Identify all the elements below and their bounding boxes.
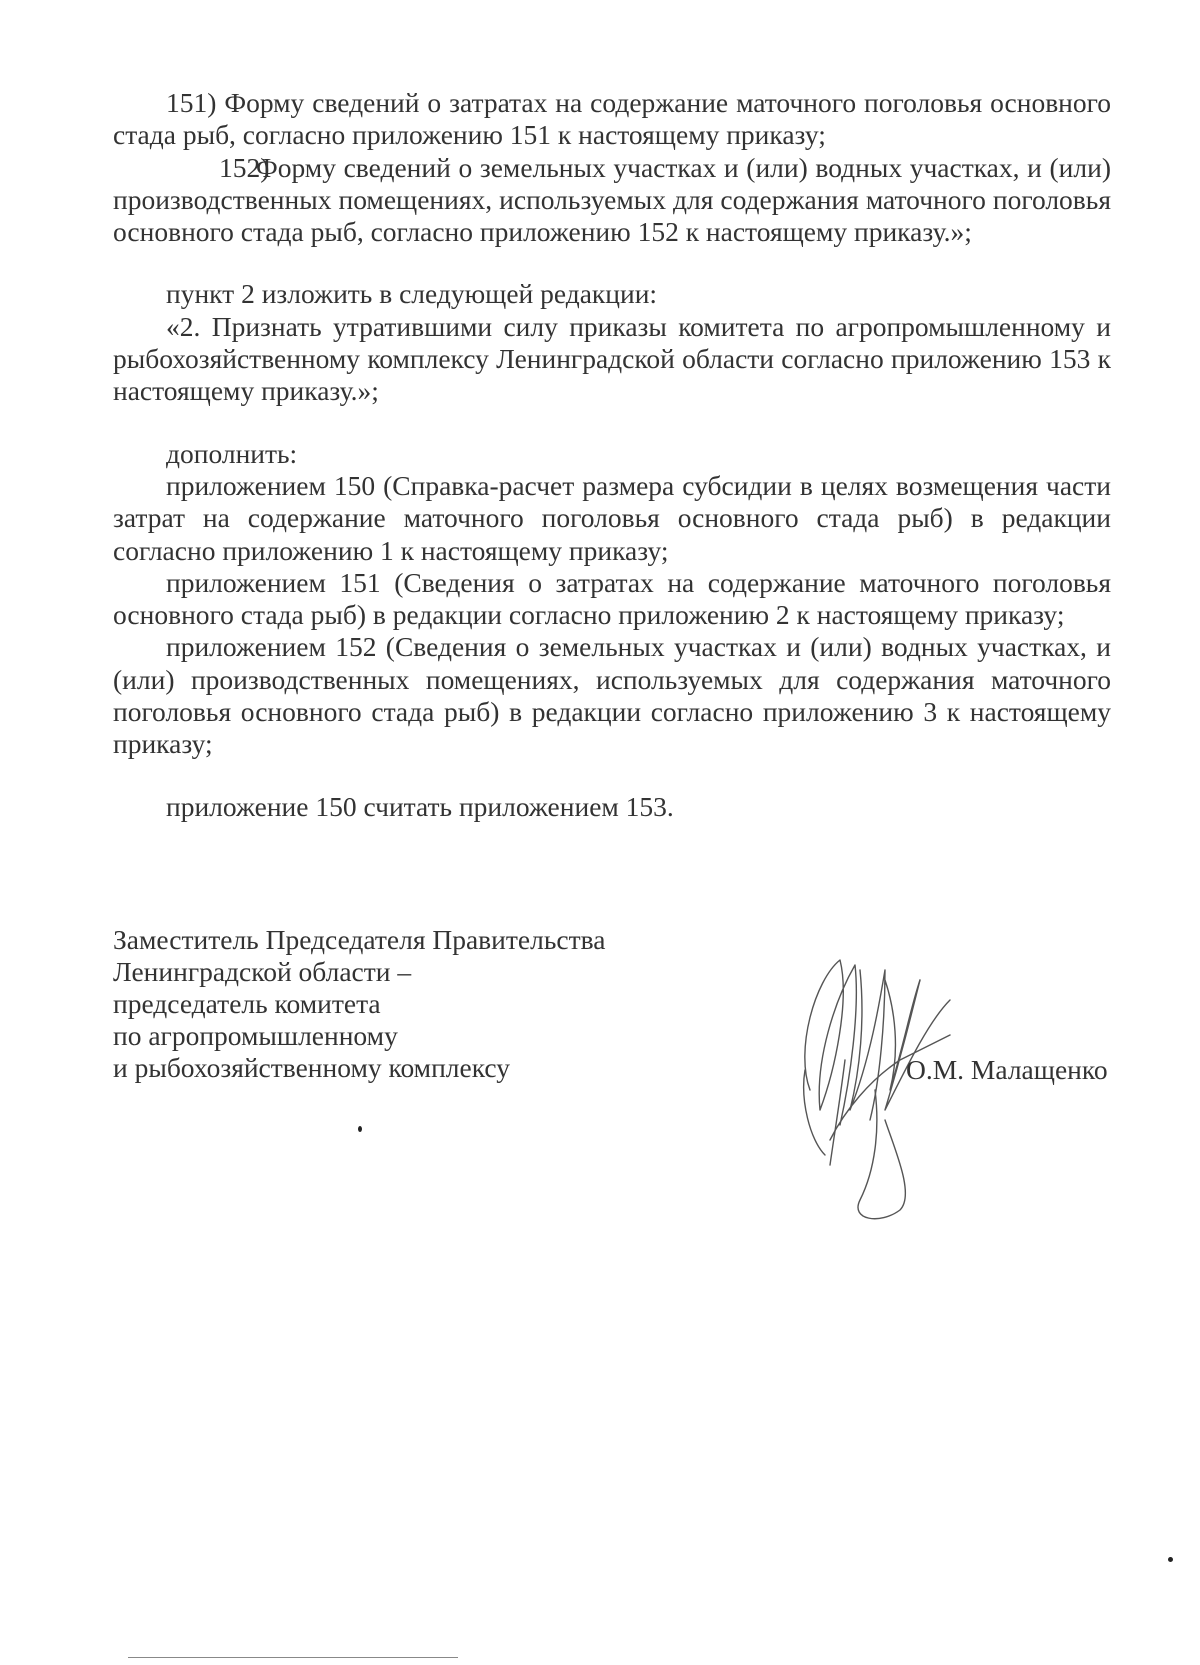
signatory-title-line: по агропромышленному xyxy=(113,1020,398,1051)
paragraph-152-text: Форму сведений о земельных участках и (или) водных участках, и (или) производственных помещениях, используемых для содержания маточного поголовья основного стада рыб, согласно приложению 152 к настоящему приказу.»; xyxy=(113,151,1111,248)
paragraph-152-number: 152) xyxy=(219,151,270,183)
document-body xyxy=(113,87,1111,823)
renumber-paragraph: приложение 150 считать приложением 153. xyxy=(166,790,674,822)
paragraph-gap xyxy=(113,761,1111,791)
dopolnit-intro: дополнить: xyxy=(166,437,298,469)
paragraph-gap xyxy=(113,408,1111,438)
paragraph-gap xyxy=(113,248,1111,278)
signer-name: О.М. Малащенко xyxy=(906,1054,1108,1085)
scan-speck xyxy=(1168,1557,1173,1562)
paragraph-151: 151) Форму сведений о затратах на содержание маточного поголовья основного стада рыб, согласно приложению 151 к настоящему приказу; xyxy=(113,87,1111,151)
signatory-title-block xyxy=(113,924,605,1084)
scan-edge-line xyxy=(128,1657,458,1658)
appendix-150-paragraph: приложением 150 (Справка-расчет размера субсидии в целях возмещения части затрат на содержание маточного поголовья основного стада рыб) в редакции согласно приложению 1 к настоящему приказу; xyxy=(113,469,1111,566)
signatory-title-line: Заместитель Председателя Правительства xyxy=(113,924,606,955)
signatory-title-line: Ленинградской области – xyxy=(113,956,412,987)
scan-speck xyxy=(358,1126,362,1132)
signatory-title-line: председатель комитета xyxy=(113,988,381,1019)
punkt2-intro: пункт 2 изложить в следующей редакции: xyxy=(166,278,658,310)
paragraph-152 xyxy=(113,152,1111,249)
signatory-title-line: и рыбохозяйственному комплексу xyxy=(113,1052,511,1083)
appendix-152-paragraph: приложением 152 (Сведения о земельных участках и (или) водных участках, и (или) производственных помещениях, используемых для содержания маточного поголовья основного стада рыб) в редакции согласно приложению 3 к настоящему приказу; xyxy=(113,631,1111,760)
appendix-151-paragraph: приложением 151 (Сведения о затратах на содержание маточного поголовья основного стада рыб) в редакции согласно приложению 2 к настоящему приказу; xyxy=(113,566,1111,631)
punkt2-text: «2. Признать утратившими силу приказы комитета по агропромышленному и рыбохозяйственному комплексу Ленинградской области согласно приложению 153 к настоящему приказу.»; xyxy=(113,310,1111,407)
